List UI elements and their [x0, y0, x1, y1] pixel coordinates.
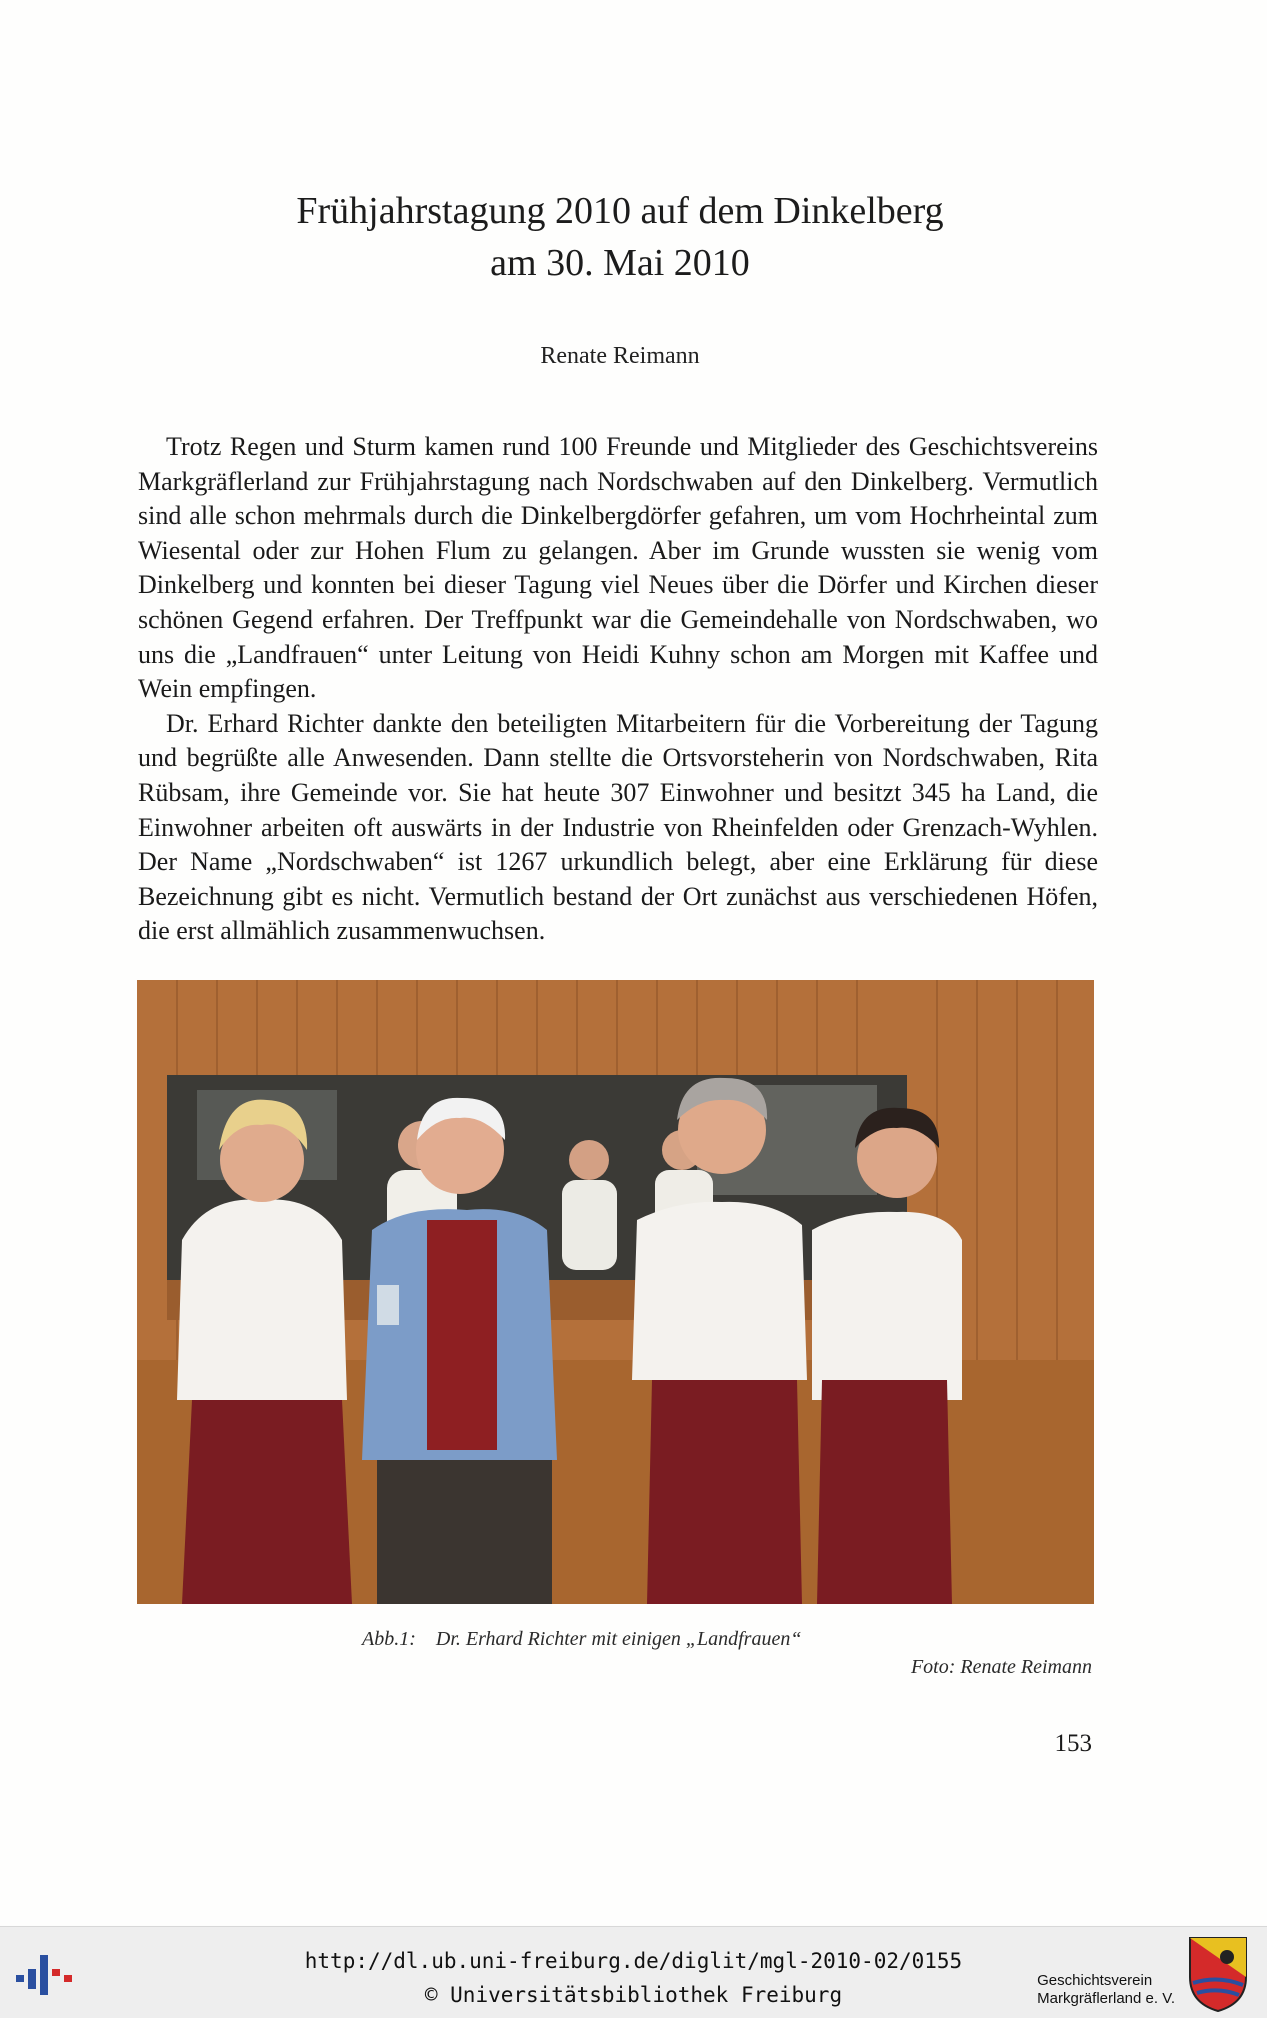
- society-crest-icon: [1187, 1935, 1249, 2013]
- title-line-2: am 30. Mai 2010: [490, 242, 750, 284]
- caption-text: Dr. Erhard Richter mit einigen „Landfrauen“: [435, 1628, 802, 1650]
- society-line-2: Markgräflerland e. V.: [1037, 1990, 1175, 2007]
- group-photo: [137, 980, 1094, 1604]
- page-number: 153: [1054, 1730, 1092, 1757]
- paragraph-1: Trotz Regen und Sturm kamen rund 100 Freunde und Mitglieder des Geschichtsvereins Markgräflerland zur Frühjahrstagung nach Nordschwaben auf den Dinkelberg. Vermutlich sind alle schon mehrmals durch die Dinkelbergdörfer gefahren, um vom Hochrheintal zum Wiesental oder zur Hohen Flum zu gelangen. Aber im Grunde wussten sie wenig vom Dinkelberg und konnten bei dieser Tagung viel Neues über die Dörfer und Kirchen dieser schönen Gegend erfahren. Der Treffpunkt war die Gemeindehalle von Nordschwaben, wo uns die „Landfrauen“ unter Leitung von Heidi Kuhny schon am Morgen mit Kaffee und Wein empfingen.: [138, 432, 1098, 704]
- document-url-link[interactable]: http://dl.ub.uni-freiburg.de/diglit/mgl-2010-02/0155: [304, 1949, 963, 1973]
- paragraph-2: Dr. Erhard Richter dankte den beteiligten Mitarbeitern für die Vorbereitung der Tagung und begrüßte alle Anwesenden. Dann stellte die Ortsvorsteherin von Nordschwaben, Rita Rübsam, ihre Gemeinde vor. Sie hat heute 307 Einwohner und besitzt 345 ha Land, die Einwohner arbeiten oft auswärts in der Industrie von Rheinfelden oder Grenzach-Wyhlen. Der Name „Nordschwaben“ ist 1267 urkundlich belegt, aber eine Erklärung für diese Bezeichnung gibt es nicht. Vermutlich bestand der Ort zunächst aus verschiedenen Höfen, die erst allmählich zusammenwuchsen.: [138, 708, 1098, 946]
- photo-credit: Foto: Renate Reimann: [910, 1656, 1092, 1678]
- viewer-footer: [0, 1926, 1267, 2018]
- figure-caption: [362, 1628, 801, 1651]
- article-body: [138, 430, 1098, 949]
- society-name: [1037, 1972, 1175, 2008]
- caption-label: Abb.1:: [362, 1628, 416, 1650]
- article-title: [180, 185, 1060, 289]
- copyright-notice: © Universitätsbibliothek Freiburg: [424, 1983, 843, 2007]
- author-name: Renate Reimann: [540, 343, 700, 369]
- society-line-1: Geschichtsverein: [1037, 1972, 1153, 1989]
- title-line-1: Frühjahrstagung 2010 auf dem Dinkelberg: [296, 190, 944, 232]
